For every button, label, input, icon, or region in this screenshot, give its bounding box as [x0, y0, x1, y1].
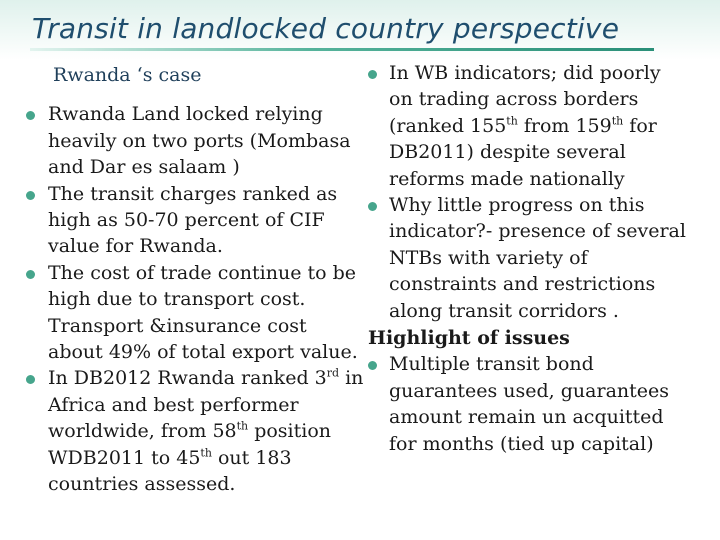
ordinal-suffix: th: [506, 114, 518, 128]
bullet-line: along transit corridors .: [389, 299, 619, 322]
bullet-item: [368, 60, 708, 192]
bullet-line: indicator?- presence of several: [389, 220, 686, 243]
bullet-line: Rwanda Land locked relying: [48, 103, 323, 126]
bullet-dot-icon: [368, 361, 377, 370]
bullet-line: guarantees used, guarantees: [389, 379, 670, 402]
bullet-dot-icon: [368, 70, 377, 79]
bullet-item: [368, 351, 708, 457]
right-column: [368, 60, 708, 457]
bullet-item: [22, 101, 362, 180]
bullet-line: NTBs with variety of: [389, 246, 588, 269]
bullet-line: value for Rwanda.: [48, 235, 223, 258]
bullet-item: [368, 192, 708, 324]
bullet-line: Multiple transit bond: [389, 353, 594, 376]
left-bullet-list: [22, 101, 362, 497]
bullet-item: [22, 260, 362, 366]
bullet-dot-icon: [26, 191, 35, 200]
bullet-dot-icon: [26, 111, 35, 120]
bullet-item: [22, 365, 362, 497]
ordinal-suffix: rd: [326, 367, 340, 381]
line-text: in: [339, 367, 364, 390]
title-underline: [30, 48, 654, 51]
bullet-line: Transport &insurance cost: [48, 314, 307, 337]
bullet-line: and Dar es salaam ): [48, 156, 240, 179]
line-text: for: [623, 114, 657, 137]
bullet-line: [48, 365, 362, 391]
line-text: position: [248, 420, 332, 443]
line-text: WDB2011 to 45: [48, 446, 201, 469]
slide-title: Transit in landlocked country perspective: [32, 12, 620, 45]
highlight-heading: Highlight of issues: [368, 327, 570, 350]
bullet-line: The transit charges ranked as: [48, 182, 338, 205]
ordinal-suffix: th: [236, 419, 249, 433]
line-text: from 159: [517, 114, 612, 137]
bullet-line: reforms made nationally: [389, 167, 625, 190]
line-text: In DB2012 Rwanda ranked 3: [48, 367, 327, 390]
right-bullet-list-top: [368, 60, 708, 324]
ordinal-suffix: th: [200, 446, 212, 460]
bullet-dot-icon: [26, 375, 35, 384]
bullet-line: amount remain un acquitted: [389, 406, 664, 429]
line-text: out 183: [211, 446, 292, 469]
right-bullet-list-bottom: [368, 351, 708, 457]
bullet-line: high due to transport cost.: [48, 288, 306, 311]
bullet-dot-icon: [368, 202, 377, 211]
bullet-line: [389, 113, 708, 139]
line-text: worldwide, from 58: [48, 420, 237, 443]
bullet-dot-icon: [26, 270, 35, 279]
bullet-line: DB2011) despite several: [389, 141, 626, 164]
bullet-line: for months (tied up capital): [389, 432, 654, 455]
bullet-line: heavily on two ports (Mombasa: [48, 129, 351, 152]
bullet-item: [22, 181, 362, 260]
line-text: (ranked 155: [389, 114, 507, 137]
left-column: [22, 62, 362, 498]
bullet-line: In WB indicators; did poorly: [389, 62, 661, 84]
bullet-line: [48, 418, 362, 444]
subheading: Rwanda ‘s case: [53, 64, 202, 86]
bullet-line: countries assessed.: [48, 473, 236, 496]
bullet-line: [48, 445, 362, 471]
bullet-line: Why little progress on this: [389, 194, 645, 217]
bullet-line: about 49% of total export value.: [48, 341, 358, 364]
ordinal-suffix: th: [611, 114, 624, 128]
bullet-line: constraints and restrictions: [389, 273, 656, 296]
bullet-line: on trading across borders: [389, 88, 639, 111]
bullet-line: The cost of trade continue to be: [48, 261, 357, 284]
bullet-line: Africa and best performer: [48, 393, 299, 416]
bullet-line: high as 50-70 percent of CIF: [48, 209, 325, 232]
